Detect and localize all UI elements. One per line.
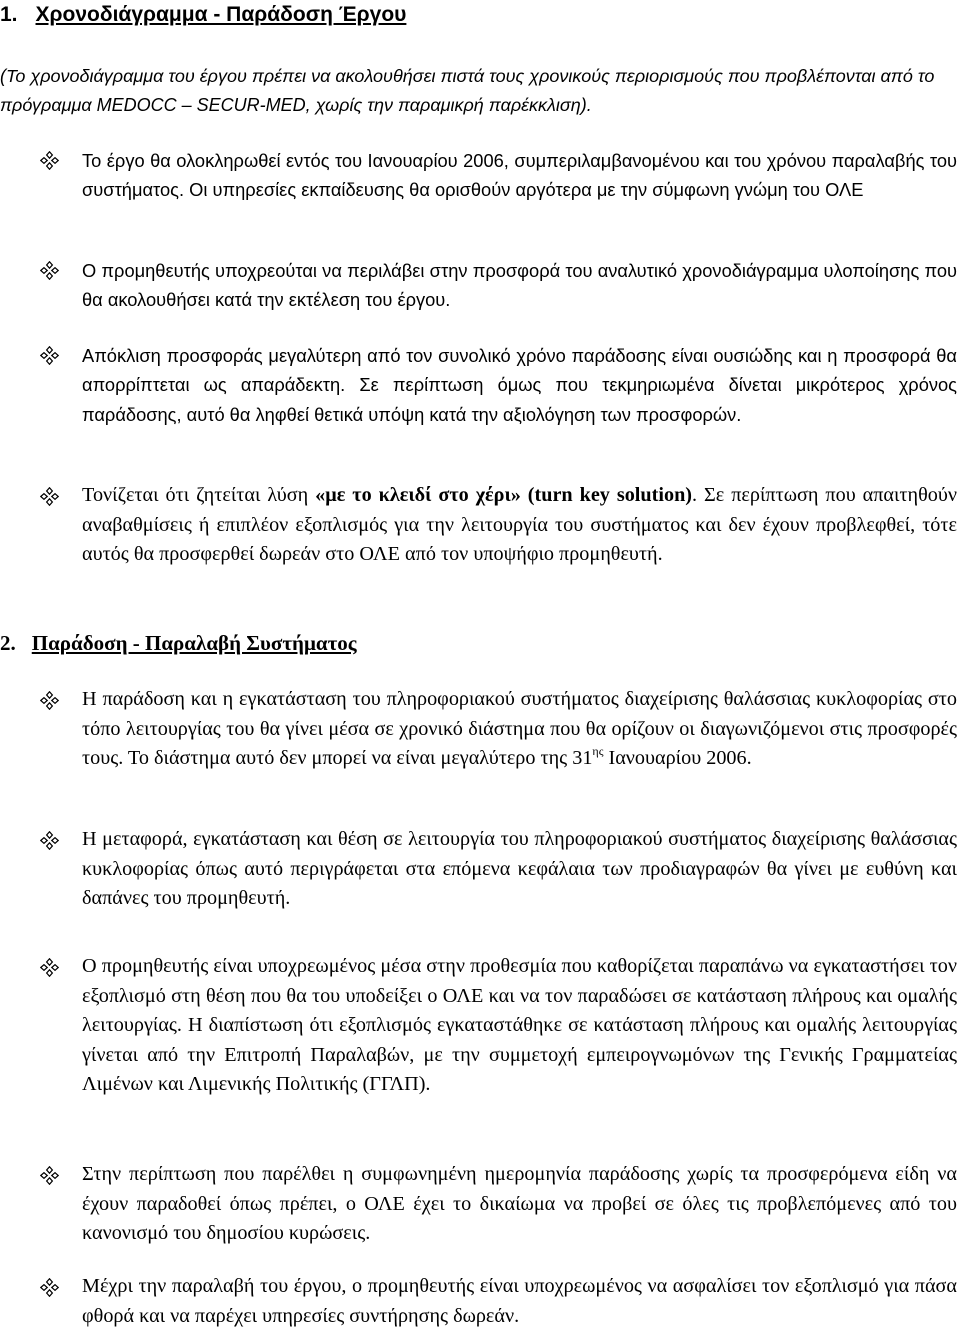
- list-item-text: Ο προμηθευτής υποχρεούται να περιλάβει στην προσφορά του αναλυτικό χρονοδιάγραμμα υλοποίησης που θα ακολουθήσει κατά την εκτέλεση του έργου.: [82, 260, 957, 311]
- four-diamond-bullet-icon: [40, 1166, 59, 1185]
- turnkey-english: (turn key solution): [520, 484, 693, 506]
- list-item: [40, 341, 957, 429]
- four-diamond-bullet-icon: [40, 958, 59, 977]
- intro-note: (Το χρονοδιάγραμμα του έργου πρέπει να ακολουθήσει πιστά τους χρονικούς περιορισμούς που προβλέπονται από το πρόγραμμα MEDOCC – SECUR-MED, χωρίς την παραμικρή παρέκκλιση).: [0, 66, 935, 115]
- list-item-text: Ο προμηθευτής είναι υποχρεωμένος μέσα στην προθεσμία που καθορίζεται παραπάνω να εγκαταστήσει τον εξοπλισμό στη θέση που θα του υποδείξει ο ΟΛΕ και να τον παραδώσει σε κατάσταση πλήρους και ομαλής λειτουργίας. Η διαπίστωση ότι εξοπλισμός εγκαταστάθηκε σε κατάσταση πλήρους και ομαλής λειτουργίας γίνεται από την Επιτροπή Παραλαβών, με την συμμετοχή εμπειρογνωμόνων της Γενικής Γραμματείας Λιμένων και Λιμενικής Πολιτικής (ΓΓΛΠ).: [82, 955, 957, 1095]
- section-1-number: 1.: [0, 3, 18, 26]
- four-diamond-bullet-icon: [40, 261, 59, 280]
- list-item-text: Μέχρι την παραλαβή του έργου, ο προμηθευτής είναι υποχρεωμένος να ασφαλίσει τον εξοπλισμό για πάσα φθορά και να παρέχει υπηρεσίες συντήρησης δωρεάν.: [82, 1275, 957, 1327]
- list-item: [40, 481, 957, 570]
- list-item-text: Η μεταφορά, εγκατάσταση και θέση σε λειτουργία του πληροφοριακού συστήματος διαχείρισης θαλάσσιας κυκλοφορίας όπως αυτό περιγράφεται στα επόμενα κεφάλαια των προδιαγραφών θα γίνει με ευθύνη και δαπάνες του προμηθευτή.: [82, 828, 957, 909]
- list-item: [40, 685, 957, 774]
- list-item: [40, 1160, 957, 1249]
- list-item: [40, 256, 957, 315]
- section-2-number: 2.: [0, 631, 16, 655]
- section-2-heading: [0, 630, 357, 656]
- list-item-text: [82, 685, 957, 774]
- four-diamond-bullet-icon: [40, 346, 59, 365]
- list-item: [40, 1272, 957, 1331]
- four-diamond-bullet-icon: [40, 831, 59, 850]
- four-diamond-bullet-icon: [40, 151, 59, 170]
- four-diamond-bullet-icon: [40, 691, 59, 710]
- section-2-title: Παράδοση - Παραλαβή Συστήματος: [31, 631, 357, 655]
- turnkey-quote: «με το κλειδί στο χέρι»: [315, 484, 521, 506]
- list-item: [40, 952, 957, 1100]
- four-diamond-bullet-icon: [40, 1278, 59, 1297]
- section-1-heading: [0, 2, 406, 28]
- list-item-text: [82, 481, 957, 570]
- ordinal-suffix: ης: [592, 744, 604, 758]
- four-diamond-bullet-icon: [40, 487, 59, 506]
- section-1-title: Χρονοδιάγραμμα - Παράδοση Έργου: [35, 3, 407, 26]
- list-item-text: Στην περίπτωση που παρέλθει η συμφωνημένη ημερομηνία παράδοσης χωρίς τα προσφερόμενα είδη να έχουν παραδοθεί όπως πρέπει, ο ΟΛΕ έχει το δικαίωμα να προβεί σε όλες τις προβλεπόμενες από του κανονισμό του δημοσίου κυρώσεις.: [82, 1163, 957, 1244]
- list-item-text: Απόκλιση προσφοράς μεγαλύτερη από τον συνολικό χρόνο παράδοσης είναι ουσιώδης και η προσφορά θα απορρίπτεται ως απαράδεκτη. Σε περίπτωση όμως που τεκμηριωμένα δίνεται μικρότερος χρόνος παράδοσης, αυτό θα ληφθεί θετικά υπόψη κατά την αξιολόγηση των προσφορών.: [82, 345, 957, 425]
- list-item: [40, 146, 957, 205]
- delivery-text: Η παράδοση και η εγκατάσταση του πληροφοριακού συστήματος διαχείρισης θαλάσσιας κυκλοφορίας στο τόπο λειτουργίας του θα γίνει μέσα σε χρονικό διάστημα που θα ορίζουν οι διαγωνιζόμενοι στις προσφορές τους. Το διάστημα αυτό δεν μπορεί να είναι μεγαλύτερο της 31: [82, 688, 957, 769]
- delivery-date: Ιανουαρίου 2006.: [603, 747, 752, 769]
- turnkey-suffix: . Σε περίπτωση που απαιτηθούν αναβαθμίσεις ή επιπλέον εξοπλισμός για την λειτουργία του συστήματος και δεν έχουν προβλεφθεί, τότε αυτός θα προσφερθεί δωρεάν στο ΟΛΕ από τον υποψήφιο προμηθευτή.: [82, 484, 957, 565]
- turnkey-prefix: Τονίζεται ότι ζητείται λύση: [82, 484, 316, 506]
- list-item-text: Το έργο θα ολοκληρωθεί εντός του Ιανουαρίου 2006, συμπεριλαμβανομένου και του χρόνου παραλαβής του συστήματος. Οι υπηρεσίες εκπαίδευσης θα ορισθούν αργότερα με την σύμφωνη γνώμη του ΟΛΕ: [82, 150, 957, 201]
- list-item: [40, 825, 957, 914]
